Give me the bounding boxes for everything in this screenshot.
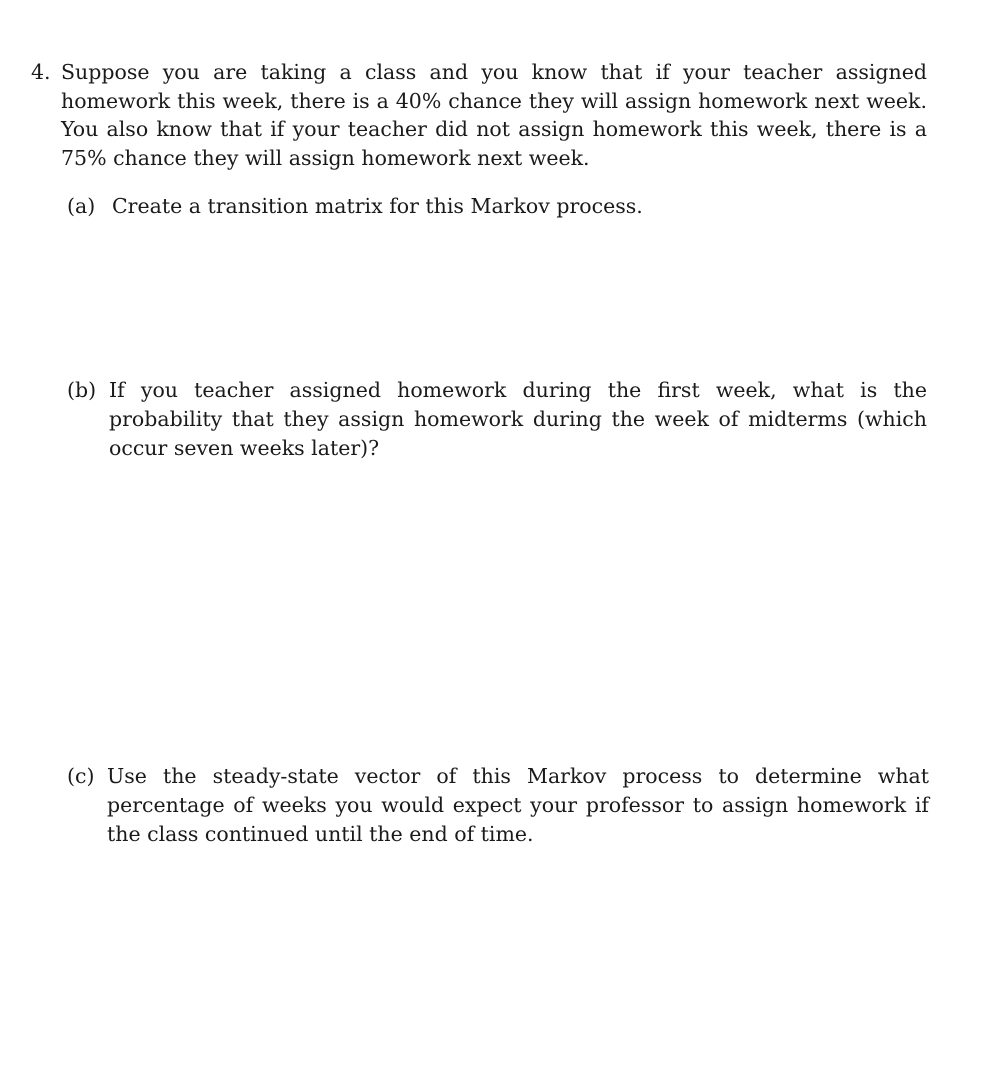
part-b-label: (b): [67, 378, 97, 402]
problem-number: 4.: [31, 60, 51, 84]
part-c-text: Use the steady-state vector of this Markov process to determine what percentage of weeks you would expect your professor to assign homework if the class continued until the end of time.: [107, 764, 929, 846]
part-a-text: Create a transition matrix for this Markov process.: [112, 194, 643, 218]
problem-statement: Suppose you are taking a class and you know that if your teacher assigned homework this week, there is a 40% chance they will assign homework next week. You also know that if your teacher did not assign homework this week, there is a 75% chance they will assign homework next week.: [61, 60, 927, 170]
part-c-label: (c): [67, 764, 95, 788]
part-a-label: (a): [67, 194, 96, 218]
part-b-text: If you teacher assigned homework during the first week, what is the probability that they assign homework during the week of midterms (which occur seven weeks later)?: [109, 378, 927, 460]
